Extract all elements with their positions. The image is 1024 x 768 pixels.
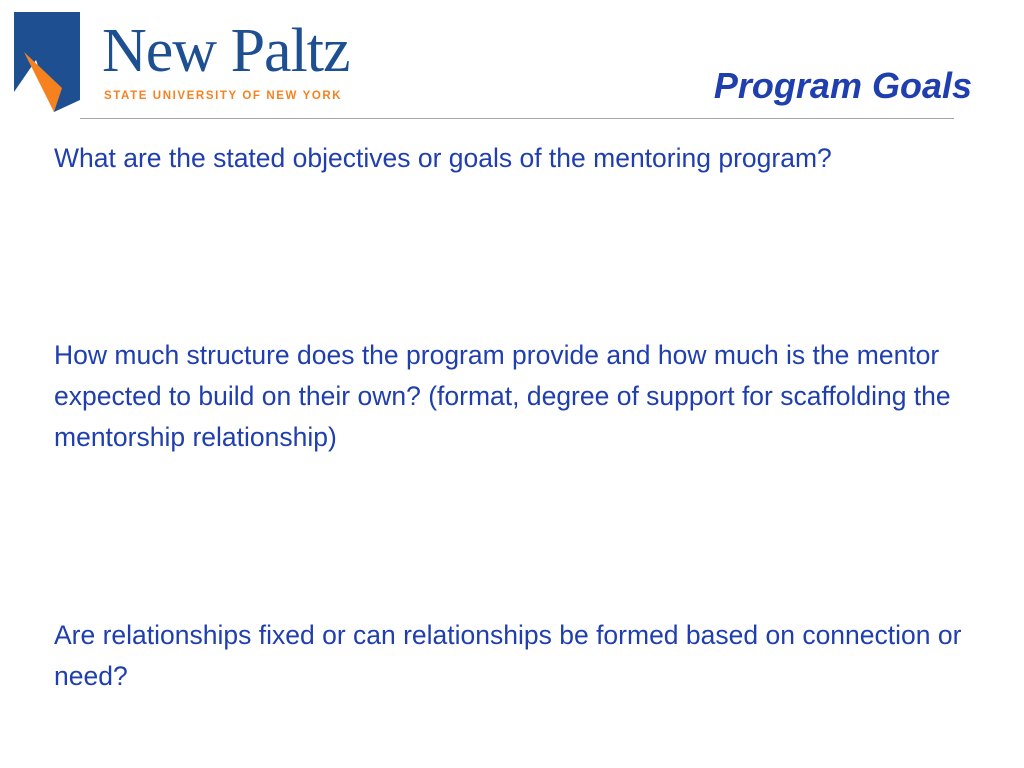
question-relationships: Are relationships fixed or can relationships be formed based on connection or need? — [54, 620, 962, 691]
logo-wordmark: New Paltz — [102, 17, 350, 85]
new-paltz-logo — [14, 12, 374, 116]
slide-title: Program Goals — [713, 65, 972, 106]
question-objectives: What are the stated objectives or goals of the mentoring program? — [54, 143, 832, 173]
new-paltz-logo-mark-icon — [14, 12, 80, 112]
question-structure: How much structure does the program provide and how much is the mentor expected to build on their own? (format, degree of support for scaffolding the mentorship relationship) — [54, 340, 951, 452]
title-divider — [80, 118, 954, 119]
logo-tagline: STATE UNIVERSITY OF NEW YORK — [104, 90, 343, 102]
